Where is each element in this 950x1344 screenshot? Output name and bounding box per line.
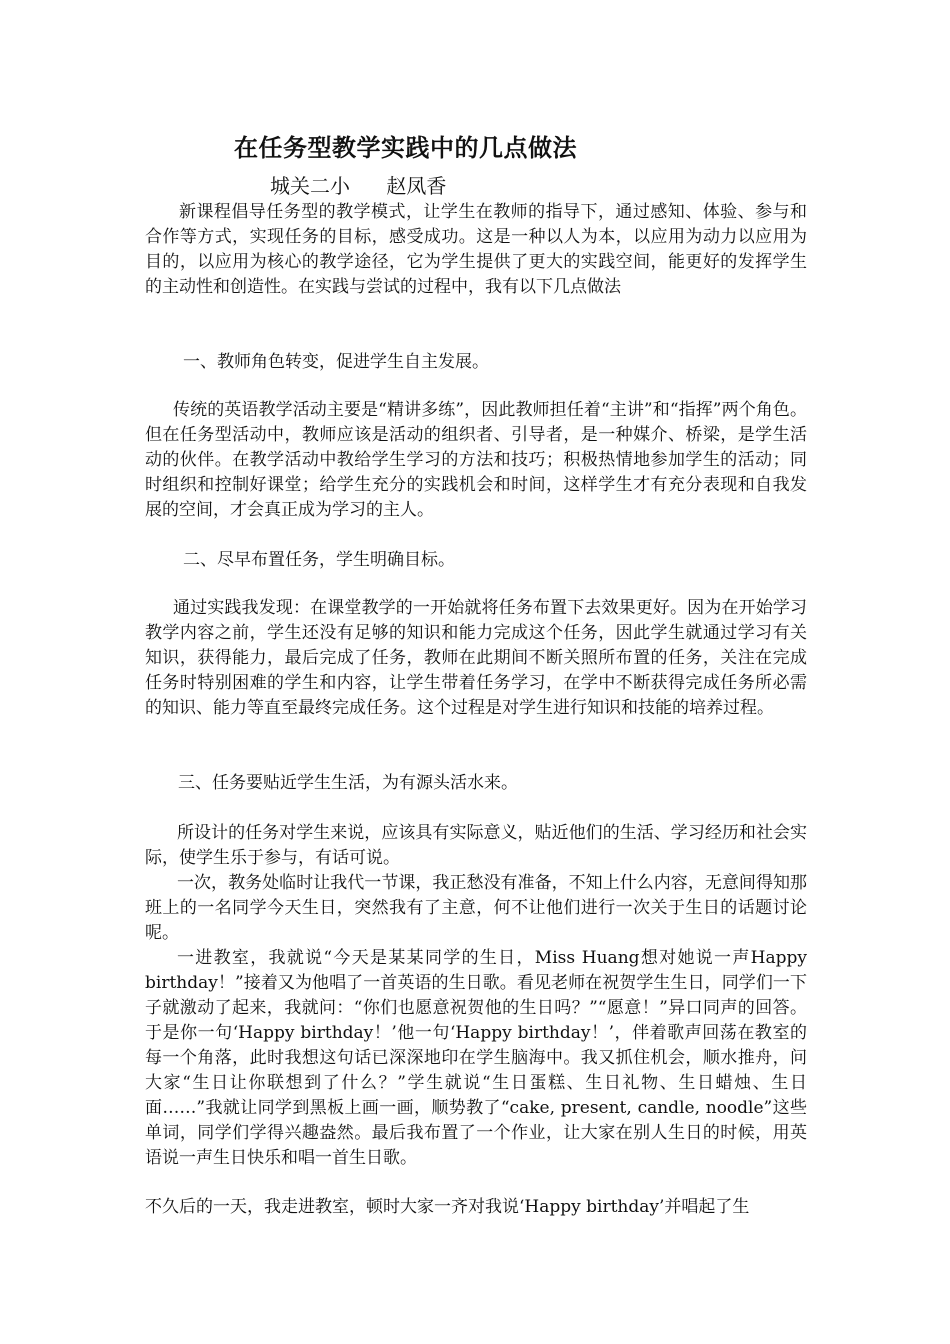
page-title: 在任务型教学实践中的几点做法 [234, 133, 577, 162]
story-paragraph-1: 一次，教务处临时让我代一节课，我正愁没有准备，不知上什么内容，无意间得知那班上的一名同学今天生日，突然我有了主意，何不让他们进行一次关于生日的话题讨论呢。 [145, 873, 807, 943]
section-3-heading: 三、任务要贴近学生生活，为有源头活水来。 [178, 773, 518, 793]
author-name: 赵凤香 [386, 174, 447, 198]
author-school: 城关二小 [270, 174, 350, 198]
section-2-heading: 二、尽早布置任务，学生明确目标。 [183, 550, 455, 570]
story-paragraph-2: 一进教室，我就说“今天是某某同学的生日，Miss Huang想对她说一声Happy birthday！”接着又为他唱了一首英语的生日歌。看见老师在祝贺学生生日，同学们一下子就激动了起来，我就问：“你们也愿意祝贺他的生日吗？”“愿意！”异口同声的回答。于是你一句‘Happy birthday！’他一句‘Happy birthday！’，伴着歌声回荡在教室的每一个角落，此时我想这句话已深深地印在学生脑海中。我又抓住机会，顺水推舟，问大家“生日让你联想到了什么？”学生就说“生日蛋糕、生日礼物、生日蜡烛、生日面……”我就让同学到黑板上画一画，顺势教了“cake, present, candle, noodle”这些单词，同学们学得兴趣盎然。最后我布置了一个作业，让大家在别人生日的时候，用英语说一声生日快乐和唱一首生日歌。 [145, 948, 807, 1168]
section-1-body: 传统的英语教学活动主要是“精讲多练”，因此教师担任着“主讲”和“指挥”两个角色。但在任务型活动中，教师应该是活动的组织者、引导者，是一种媒介、桥梁，是学生活动的伙伴。在教学活动中教给学生学习的方法和技巧；积极热情地参加学生的活动；同时组织和控制好课堂；给学生充分的实践机会和时间，这样学生才有充分表现和自我发展的空间，才会真正成为学习的主人。 [145, 400, 807, 520]
story-paragraph-3: 不久后的一天，我走进教室，顿时大家一齐对我说‘Happy birthday’并唱起了生 [145, 1197, 750, 1217]
intro-paragraph: 新课程倡导任务型的教学模式，让学生在教师的指导下，通过感知、体验、参与和合作等方式，实现任务的目标，感受成功。这是一种以人为本，以应用为动力以应用为目的，以应用为核心的教学途径，它为学生提供了更大的实践空间，能更好的发挥学生的主动性和创造性。在实践与尝试的过程中，我有以下几点做法 [145, 202, 807, 297]
author-line [270, 172, 446, 200]
section-3-body: 所设计的任务对学生来说，应该具有实际意义，贴近他们的生活、学习经历和社会实际，使学生乐于参与，有话可说。 [145, 823, 807, 868]
section-2-body: 通过实践我发现：在课堂教学的一开始就将任务布置下去效果更好。因为在开始学习教学内容之前，学生还没有足够的知识和能力完成这个任务，因此学生就通过学习有关知识，获得能力，最后完成了任务，教师在此期间不断关照所布置的任务，关注在完成任务时特别困难的学生和内容，让学生带着任务学习，在学中不断获得完成任务所必需的知识、能力等直至最终完成任务。这个过程是对学生进行知识和技能的培养过程。 [145, 598, 807, 718]
section-1-heading: 一、教师角色转变，促进学生自主发展。 [183, 352, 489, 372]
